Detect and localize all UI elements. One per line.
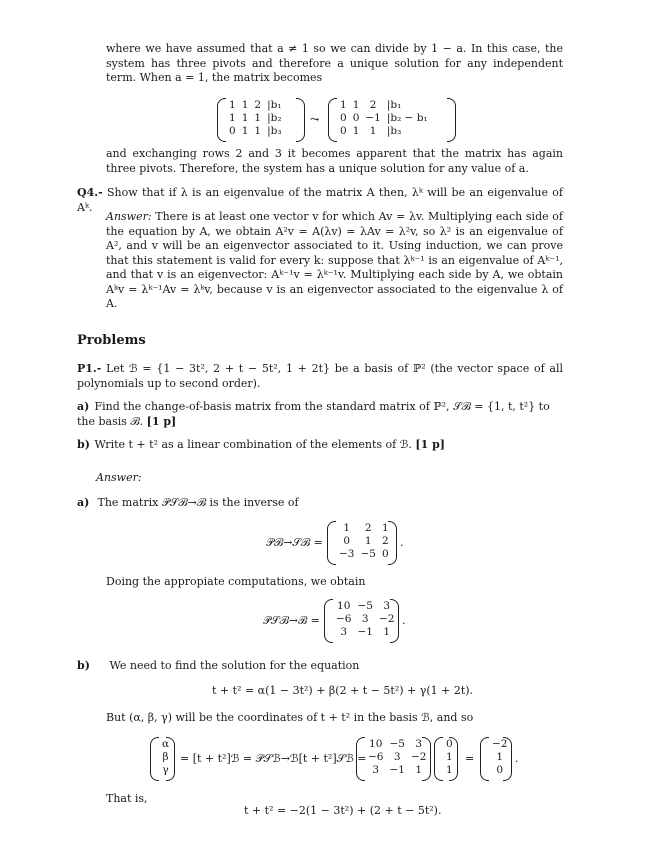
- problem-p1: [77, 362, 563, 391]
- matrix-row: [336, 548, 392, 561]
- answer-part-a: [77, 496, 299, 511]
- matrix-cell: 0: [381, 548, 389, 560]
- matrix-cell: −3: [339, 548, 355, 560]
- row-reduce-arrow: ⤳: [310, 113, 320, 126]
- matrix-cell: 2: [254, 99, 262, 111]
- intro-paragraph: [106, 42, 563, 86]
- matrix-cell: 3: [372, 764, 380, 776]
- problems-heading: Problems: [77, 333, 146, 348]
- matrix-cell: 1: [229, 112, 236, 124]
- eq2-lhs: 𝒫𝒮ℬ→ℬ =: [263, 614, 320, 627]
- matrix-cell: 0: [352, 112, 360, 124]
- matrix-cell: 1: [352, 99, 360, 111]
- part-a-text: Find the change-of-basis matrix from the standard matrix of ℙ², 𝒮ℬ = {1, t, t²} to the basis ℬ.: [77, 400, 550, 428]
- eq4-equals: =: [465, 752, 475, 765]
- matrix-table: [333, 600, 397, 639]
- matrix-cell: 1: [254, 112, 262, 124]
- matrix-table: [336, 522, 392, 561]
- eq2-end: .: [402, 614, 406, 627]
- vector-table: [443, 738, 456, 777]
- matrix-row: [489, 764, 510, 777]
- matrix-cell: 1: [241, 99, 249, 111]
- matrix-cell: 1: [446, 751, 453, 763]
- p1-label: P1.-: [77, 362, 102, 375]
- matrix-cell: |b₂ − b₁: [386, 112, 428, 124]
- eq5: t + t² = −2(1 − 3t²) + (2 + t − 5t²).: [244, 804, 442, 817]
- vector-table: [159, 738, 172, 777]
- matrix-row: [159, 764, 172, 777]
- problem-part-b: [77, 438, 563, 453]
- matrix-row: [226, 112, 285, 125]
- matrix-cell: −1: [365, 112, 381, 124]
- matrix-row: [333, 626, 397, 639]
- matrix-cell: −1: [389, 764, 405, 776]
- matrix-cell: |b₁: [267, 99, 282, 111]
- matrix-cell: −2: [378, 613, 395, 625]
- matrix-row: [336, 522, 392, 535]
- matrix-table: [337, 99, 431, 138]
- answer-label: Answer:: [96, 471, 142, 484]
- matrix-cell: −2: [492, 738, 508, 750]
- matrix-cell: 1: [496, 751, 504, 763]
- answer-b-label: b): [77, 659, 90, 672]
- matrix-cell: 1: [383, 626, 391, 638]
- q4-text: Show that if λ is an eigenvalue of the matrix A then, λᵏ will be an eigenvalue of Aᵏ.: [77, 186, 564, 214]
- vector-table: [489, 738, 510, 777]
- matrix-row: [337, 99, 431, 112]
- matrix-cell: 1: [446, 764, 453, 776]
- matrix-cell: 10: [337, 600, 351, 612]
- answer-part-b: [77, 659, 359, 674]
- matrix-cell: 3: [383, 600, 391, 612]
- matrix-cell: α: [162, 738, 170, 750]
- matrix-cell: |b₂: [267, 112, 282, 124]
- matrix-table: [365, 738, 429, 777]
- matrix-cell: 3: [361, 613, 369, 625]
- q4-answer-text: There is at least one vector v for which Av = λv. Multiplying each side of the equation by A, we obtain A²v = A(λv) = λAv = λ²v, so λ² is an eigenvalue of A², and v will be an eigenvector associated to it. Using induction, we can prove that this statement is valid for every k: suppose that λᵏ⁻¹ is an eigenvalue of Aᵏ⁻¹, and that v is an eigenvector: Aᵏ⁻¹v = λᵏ⁻¹v. Multiplying each side by A, we obtain Aᵏv = λᵏ⁻¹Av = λᵏv, because v is an eigenvector associated to the eigenvalue λ of A.: [106, 210, 563, 310]
- matrix-cell: 3: [340, 626, 348, 638]
- part-b-text: Write t + t² as a linear combination of the elements of ℬ.: [94, 438, 412, 451]
- matrix-cell: |b₃: [267, 125, 282, 137]
- matrix-cell: 0: [340, 125, 347, 137]
- q4-label: Q4.-: [77, 186, 103, 199]
- matrix-row: [333, 600, 397, 613]
- intro-conclusion: and exchanging rows 2 and 3 it becomes apparent that the matrix has again three pivots. Therefore, the system has a unique solution for any value of a.: [106, 147, 563, 175]
- matrix-cell: 0: [340, 112, 347, 124]
- matrix-row: [226, 99, 285, 112]
- matrix-cell: 2: [369, 99, 377, 111]
- matrix-cell: 0: [446, 738, 453, 750]
- matrix-row: [365, 751, 429, 764]
- matrix-cell: 1: [352, 125, 360, 137]
- matrix-cell: 1: [241, 125, 249, 137]
- matrix-cell: γ: [162, 764, 169, 776]
- part-b-points: [1 p]: [415, 438, 445, 451]
- part-a-label: a): [77, 400, 90, 413]
- matrix-cell: −2: [410, 751, 427, 763]
- matrix-cell: 0: [343, 535, 351, 547]
- matrix-p-sb-to-b: [324, 599, 399, 643]
- matrix-cell: 1: [381, 522, 389, 534]
- augmented-matrix-2: [328, 98, 456, 142]
- matrix-cell: 1: [241, 112, 249, 124]
- matrix-cell: 0: [229, 125, 236, 137]
- matrix-cell: −1: [357, 626, 373, 638]
- matrix-row: [226, 125, 285, 138]
- matrix-cell: −5: [389, 738, 405, 750]
- matrix-row: [443, 738, 456, 751]
- matrix-cell: −5: [360, 548, 376, 560]
- matrix-cell: 1: [364, 535, 372, 547]
- matrix-cell: 10: [369, 738, 383, 750]
- augmented-matrix-1: [217, 98, 305, 142]
- matrix-row: [337, 112, 431, 125]
- matrix-cell: β: [162, 751, 169, 763]
- matrix-row: [159, 738, 172, 751]
- intro-text: where we have assumed that a ≠ 1 so we can divide by 1 − a. In this case, the system has three pivots and therefore a unique solution for any independent term. When a = 1, the matrix becomes: [106, 42, 563, 84]
- eq1-end: .: [400, 536, 404, 549]
- matrix-cell: 0: [496, 764, 504, 776]
- matrix-cell: −5: [357, 600, 373, 612]
- vector-alpha-beta-gamma: [150, 737, 175, 781]
- vector-011: [434, 737, 458, 781]
- matrix-table: [226, 99, 285, 138]
- but-text: But (α, β, γ) will be the coordinates of t + t² in the basis ℬ, and so: [106, 711, 474, 724]
- eq3: t + t² = α(1 − 3t²) + β(2 + t − 5t²) + γ(1 + 2t).: [212, 684, 474, 697]
- answer-a-text: The matrix 𝒫𝒮ℬ→ℬ is the inverse of: [97, 496, 299, 509]
- matrix-cell: |b₁: [386, 99, 402, 111]
- doing-text: Doing the appropiate computations, we obtain: [106, 575, 366, 588]
- answer-b-text: We need to find the solution for the equation: [109, 659, 360, 672]
- matrix-cell: 1: [229, 99, 236, 111]
- matrix-cell: 2: [381, 535, 389, 547]
- matrix-eq4: [356, 737, 431, 781]
- matrix-row: [337, 125, 431, 138]
- matrix-cell: 1: [340, 99, 347, 111]
- matrix-row: [333, 613, 397, 626]
- part-a-points: [1 p]: [146, 414, 177, 428]
- matrix-cell: 1: [369, 125, 377, 137]
- matrix-cell: 1: [343, 522, 351, 534]
- answer-label: Answer:: [106, 210, 152, 223]
- answer-a-label: a): [77, 496, 90, 509]
- matrix-row: [443, 764, 456, 777]
- matrix-cell: −6: [336, 613, 352, 625]
- part-b-label: b): [77, 438, 90, 451]
- matrix-row: [489, 738, 510, 751]
- matrix-cell: |b₃: [386, 125, 402, 137]
- eq1-lhs: 𝒫ℬ→𝒮ℬ =: [266, 536, 323, 549]
- p1-text: Let ℬ = {1 − 3t², 2 + t − 5t², 1 + 2t} be a basis of ℙ² (the vector space of all polynomials up to second order).: [77, 362, 563, 390]
- matrix-p-b-to-sb: [327, 521, 397, 565]
- matrix-row: [489, 751, 510, 764]
- vector-result: [480, 737, 512, 781]
- matrix-cell: −6: [368, 751, 384, 763]
- matrix-row: [443, 751, 456, 764]
- q4-answer: [106, 210, 563, 312]
- matrix-row: [365, 738, 429, 751]
- matrix-cell: 1: [415, 764, 423, 776]
- matrix-cell: 2: [364, 522, 372, 534]
- matrix-row: [336, 535, 392, 548]
- matrix-row: [159, 751, 172, 764]
- matrix-cell: 3: [393, 751, 401, 763]
- problem-part-a: [77, 400, 563, 429]
- eq4-mid: = [t + t²]ℬ = 𝒫𝒮ℬ→ℬ[t + t²]𝒮ℬ =: [180, 752, 367, 765]
- matrix-cell: 3: [415, 738, 423, 750]
- matrix-row: [365, 764, 429, 777]
- that-is-text: That is,: [106, 792, 148, 805]
- eq4-end: .: [515, 752, 519, 765]
- matrix-cell: 1: [254, 125, 262, 137]
